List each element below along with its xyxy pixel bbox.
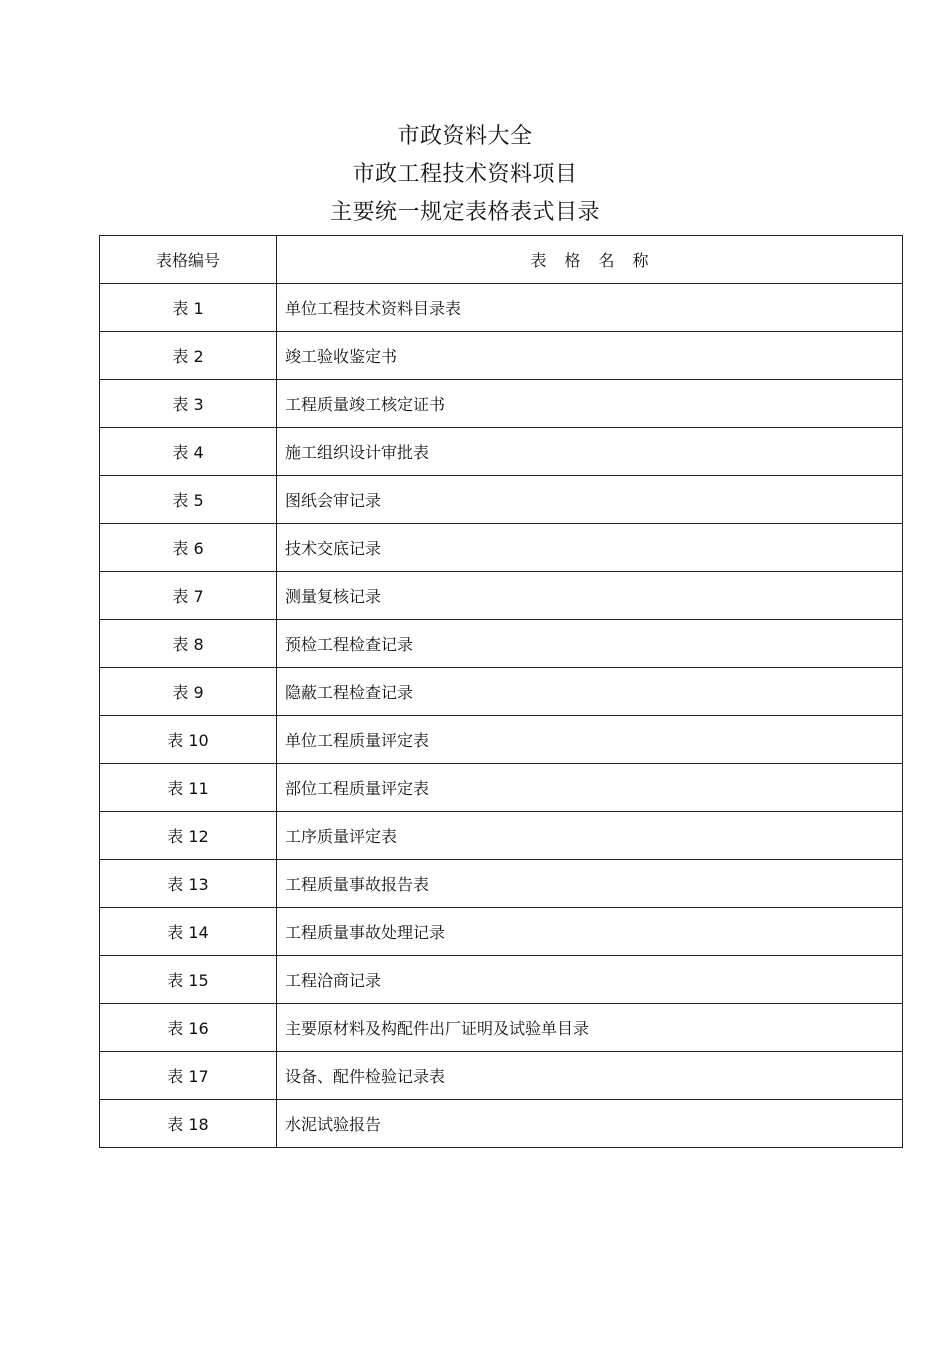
form-name-cell: 竣工验收鉴定书 bbox=[277, 332, 903, 380]
form-code-cell: 表 2 bbox=[100, 332, 277, 380]
table-row bbox=[100, 620, 903, 668]
table-row bbox=[100, 428, 903, 476]
table-row bbox=[100, 1004, 903, 1052]
form-name-cell: 预检工程检查记录 bbox=[277, 620, 903, 668]
table-header-row bbox=[100, 236, 903, 284]
form-code-cell: 表 5 bbox=[100, 476, 277, 524]
table-row bbox=[100, 284, 903, 332]
form-name-cell: 隐蔽工程检查记录 bbox=[277, 668, 903, 716]
form-name-cell: 技术交底记录 bbox=[277, 524, 903, 572]
form-name-cell: 工程质量事故处理记录 bbox=[277, 908, 903, 956]
form-name-cell: 水泥试验报告 bbox=[277, 1100, 903, 1148]
table-row bbox=[100, 1052, 903, 1100]
form-code-cell: 表 11 bbox=[100, 764, 277, 812]
table-row bbox=[100, 956, 903, 1004]
table-row bbox=[100, 716, 903, 764]
form-name-cell: 单位工程技术资料目录表 bbox=[277, 284, 903, 332]
form-name-cell: 工程质量事故报告表 bbox=[277, 860, 903, 908]
form-name-cell: 设备、配件检验记录表 bbox=[277, 1052, 903, 1100]
form-name-cell: 工序质量评定表 bbox=[277, 812, 903, 860]
header-form-code: 表格编号 bbox=[100, 236, 277, 284]
table-row bbox=[100, 1100, 903, 1148]
form-code-cell: 表 6 bbox=[100, 524, 277, 572]
document-header bbox=[0, 118, 930, 232]
title-line-1: 市政资料大全 bbox=[397, 124, 533, 149]
table-row bbox=[100, 812, 903, 860]
form-name-cell: 工程洽商记录 bbox=[277, 956, 903, 1004]
form-code-cell: 表 16 bbox=[100, 1004, 277, 1052]
table-row bbox=[100, 524, 903, 572]
form-name-cell: 部位工程质量评定表 bbox=[277, 764, 903, 812]
form-code-cell: 表 18 bbox=[100, 1100, 277, 1148]
form-name-cell: 工程质量竣工核定证书 bbox=[277, 380, 903, 428]
table-body bbox=[100, 284, 903, 1148]
table-row bbox=[100, 572, 903, 620]
form-name-cell: 施工组织设计审批表 bbox=[277, 428, 903, 476]
form-code-cell: 表 9 bbox=[100, 668, 277, 716]
form-code-cell: 表 12 bbox=[100, 812, 277, 860]
form-code-cell: 表 13 bbox=[100, 860, 277, 908]
table-row bbox=[100, 668, 903, 716]
form-code-cell: 表 8 bbox=[100, 620, 277, 668]
form-code-cell: 表 15 bbox=[100, 956, 277, 1004]
form-code-cell: 表 1 bbox=[100, 284, 277, 332]
table-row bbox=[100, 908, 903, 956]
table-row bbox=[100, 764, 903, 812]
form-code-cell: 表 4 bbox=[100, 428, 277, 476]
table-row bbox=[100, 476, 903, 524]
table-row bbox=[100, 380, 903, 428]
form-code-cell: 表 7 bbox=[100, 572, 277, 620]
header-form-name: 表格名称 bbox=[277, 236, 903, 284]
table-row bbox=[100, 860, 903, 908]
form-code-cell: 表 17 bbox=[100, 1052, 277, 1100]
table-row bbox=[100, 332, 903, 380]
title-line-3: 主要统一规定表格表式目录 bbox=[329, 200, 600, 225]
form-code-cell: 表 14 bbox=[100, 908, 277, 956]
form-name-cell: 主要原材料及构配件出厂证明及试验单目录 bbox=[277, 1004, 903, 1052]
form-code-cell: 表 10 bbox=[100, 716, 277, 764]
title-line-2: 市政工程技术资料项目 bbox=[352, 162, 578, 187]
form-index-table bbox=[99, 235, 903, 1148]
form-name-cell: 测量复核记录 bbox=[277, 572, 903, 620]
form-code-cell: 表 3 bbox=[100, 380, 277, 428]
form-name-cell: 图纸会审记录 bbox=[277, 476, 903, 524]
form-name-cell: 单位工程质量评定表 bbox=[277, 716, 903, 764]
